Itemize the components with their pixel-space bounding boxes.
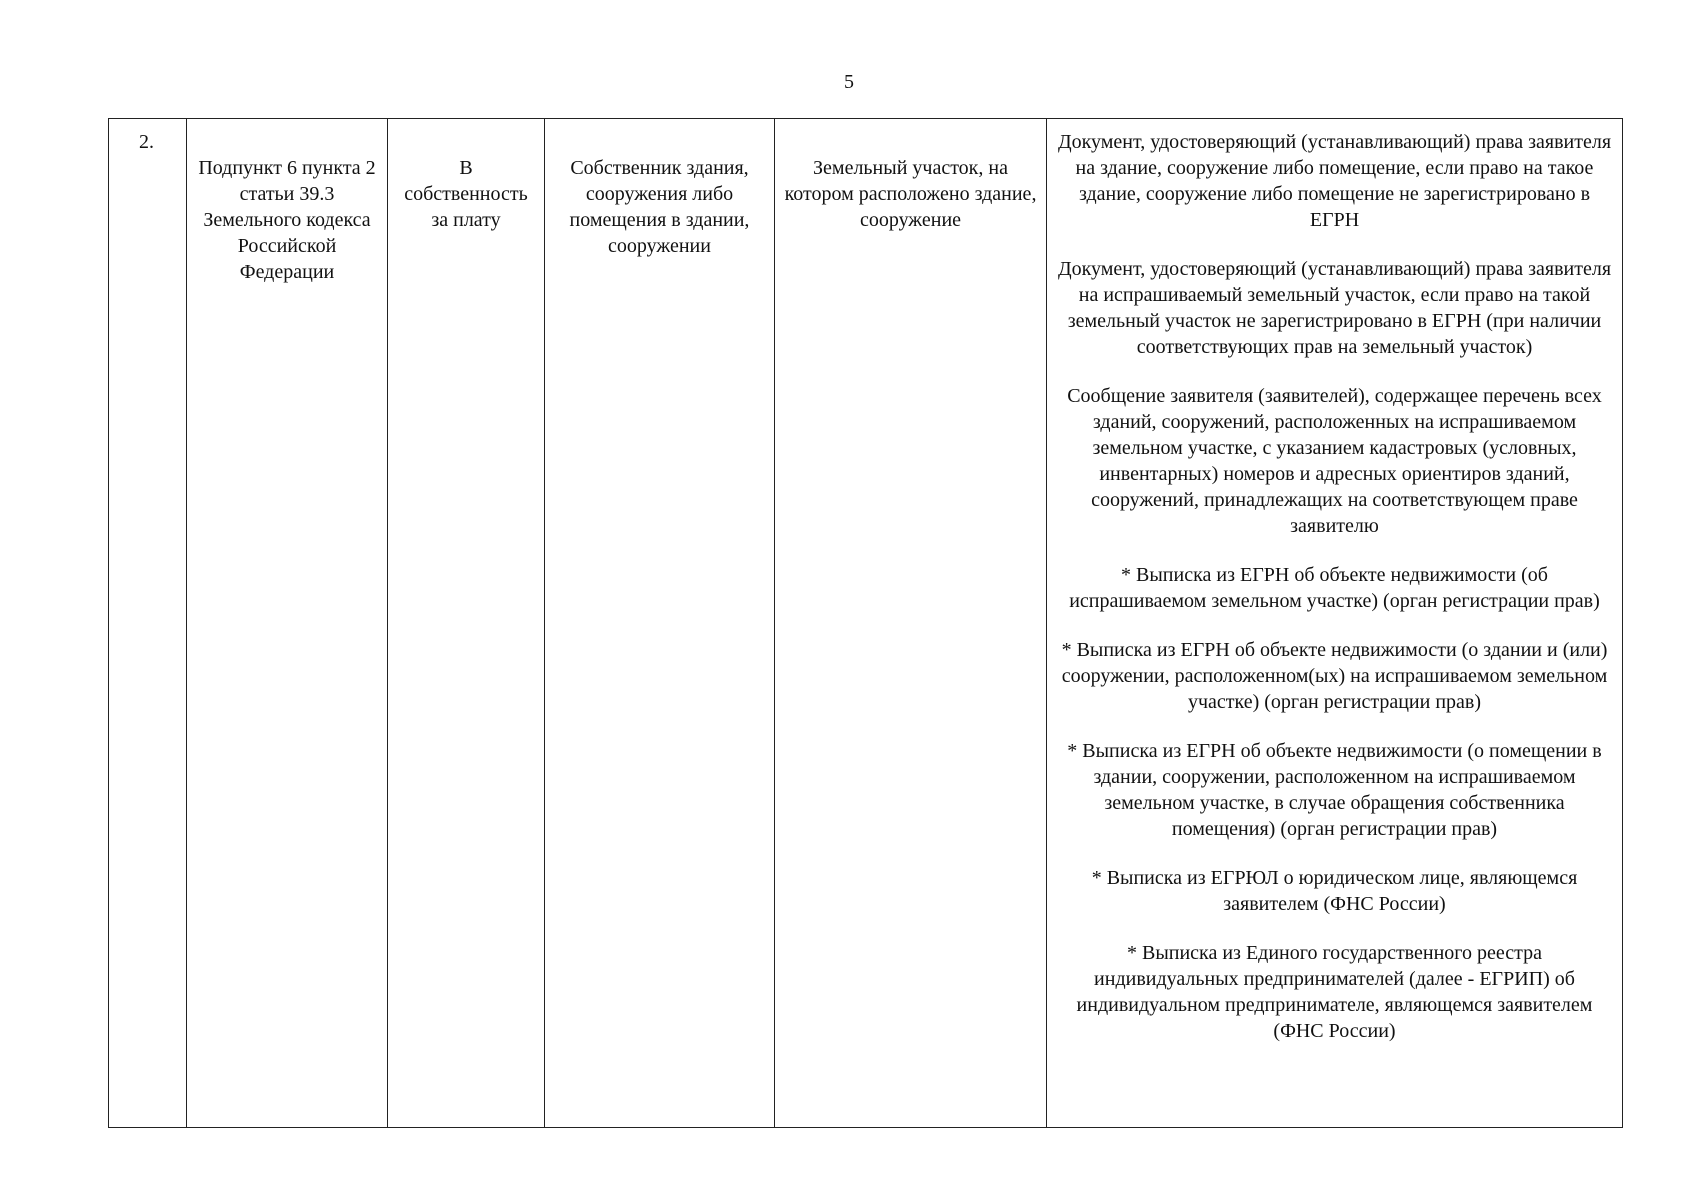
row-number: 2. (139, 131, 154, 153)
document-item: * Выписка из ЕГРЮЛ о юридическом лице, являющемся заявителем (ФНС России) (1091, 867, 1578, 915)
document-item: * Выписка из Единого государственного реестра индивидуальных предпринимателей (далее - ЕГРИП) об индивидуальном предпринимателе, являющемся заявителем (ФНС России) (1076, 942, 1593, 1042)
page-number: 5 (844, 71, 854, 93)
document-item: * Выписка из ЕГРН об объекте недвижимости (о помещении в здании, сооружении, расположенном на испрашиваемом земельном участке, в случае обращения собственника помещения) (орган регистрации прав) (1067, 740, 1602, 840)
document-item: * Выписка из ЕГРН об объекте недвижимости (о здании и (или) сооружении, расположенном(ых) на испрашиваемом земельном участке) (орган регистрации прав) (1061, 639, 1608, 713)
right-type-cell (388, 119, 545, 1128)
legal-basis-cell (187, 119, 388, 1128)
applicant-text: Собственник здания, сооружения либо помещения в здании, сооружении (569, 157, 750, 257)
applicant-cell (545, 119, 775, 1128)
documents-cell (1047, 119, 1623, 1128)
land-plot-text: Земельный участок, на котором расположено здание, сооружение (784, 157, 1037, 231)
document-item: Документ, удостоверяющий (устанавливающий) права заявителя на испрашиваемый земельный участок, если право на такой земельный участок не зарегистрировано в ЕГРН (при наличии соответствующих прав на земельный участок) (1057, 258, 1612, 358)
document-item: Документ, удостоверяющий (устанавливающий) права заявителя на здание, сооружение либо помещение, если право на такое здание, сооружение либо помещение не зарегистрировано в ЕГРН (1057, 131, 1612, 231)
document-item: Сообщение заявителя (заявителей), содержащее перечень всех зданий, сооружений, расположенных на испрашиваемом земельном участке, с указанием кадастровых (условных, инвентарных) номеров и адресных ориентиров зданий, сооружений, принадлежащих на соответствующем праве заявителю (1067, 385, 1602, 537)
table-row (109, 119, 1623, 1128)
row-number-cell (109, 119, 187, 1128)
documents-table (108, 118, 1623, 1128)
document-item: * Выписка из ЕГРН об объекте недвижимости (об испрашиваемом земельном участке) (орган регистрации прав) (1069, 564, 1600, 612)
documents-list (1047, 119, 1622, 1044)
land-plot-cell (775, 119, 1047, 1128)
right-type-text: В собственность за плату (404, 157, 528, 231)
legal-basis-text: Подпункт 6 пункта 2 статьи 39.3 Земельного кодекса Российской Федерации (198, 157, 376, 283)
